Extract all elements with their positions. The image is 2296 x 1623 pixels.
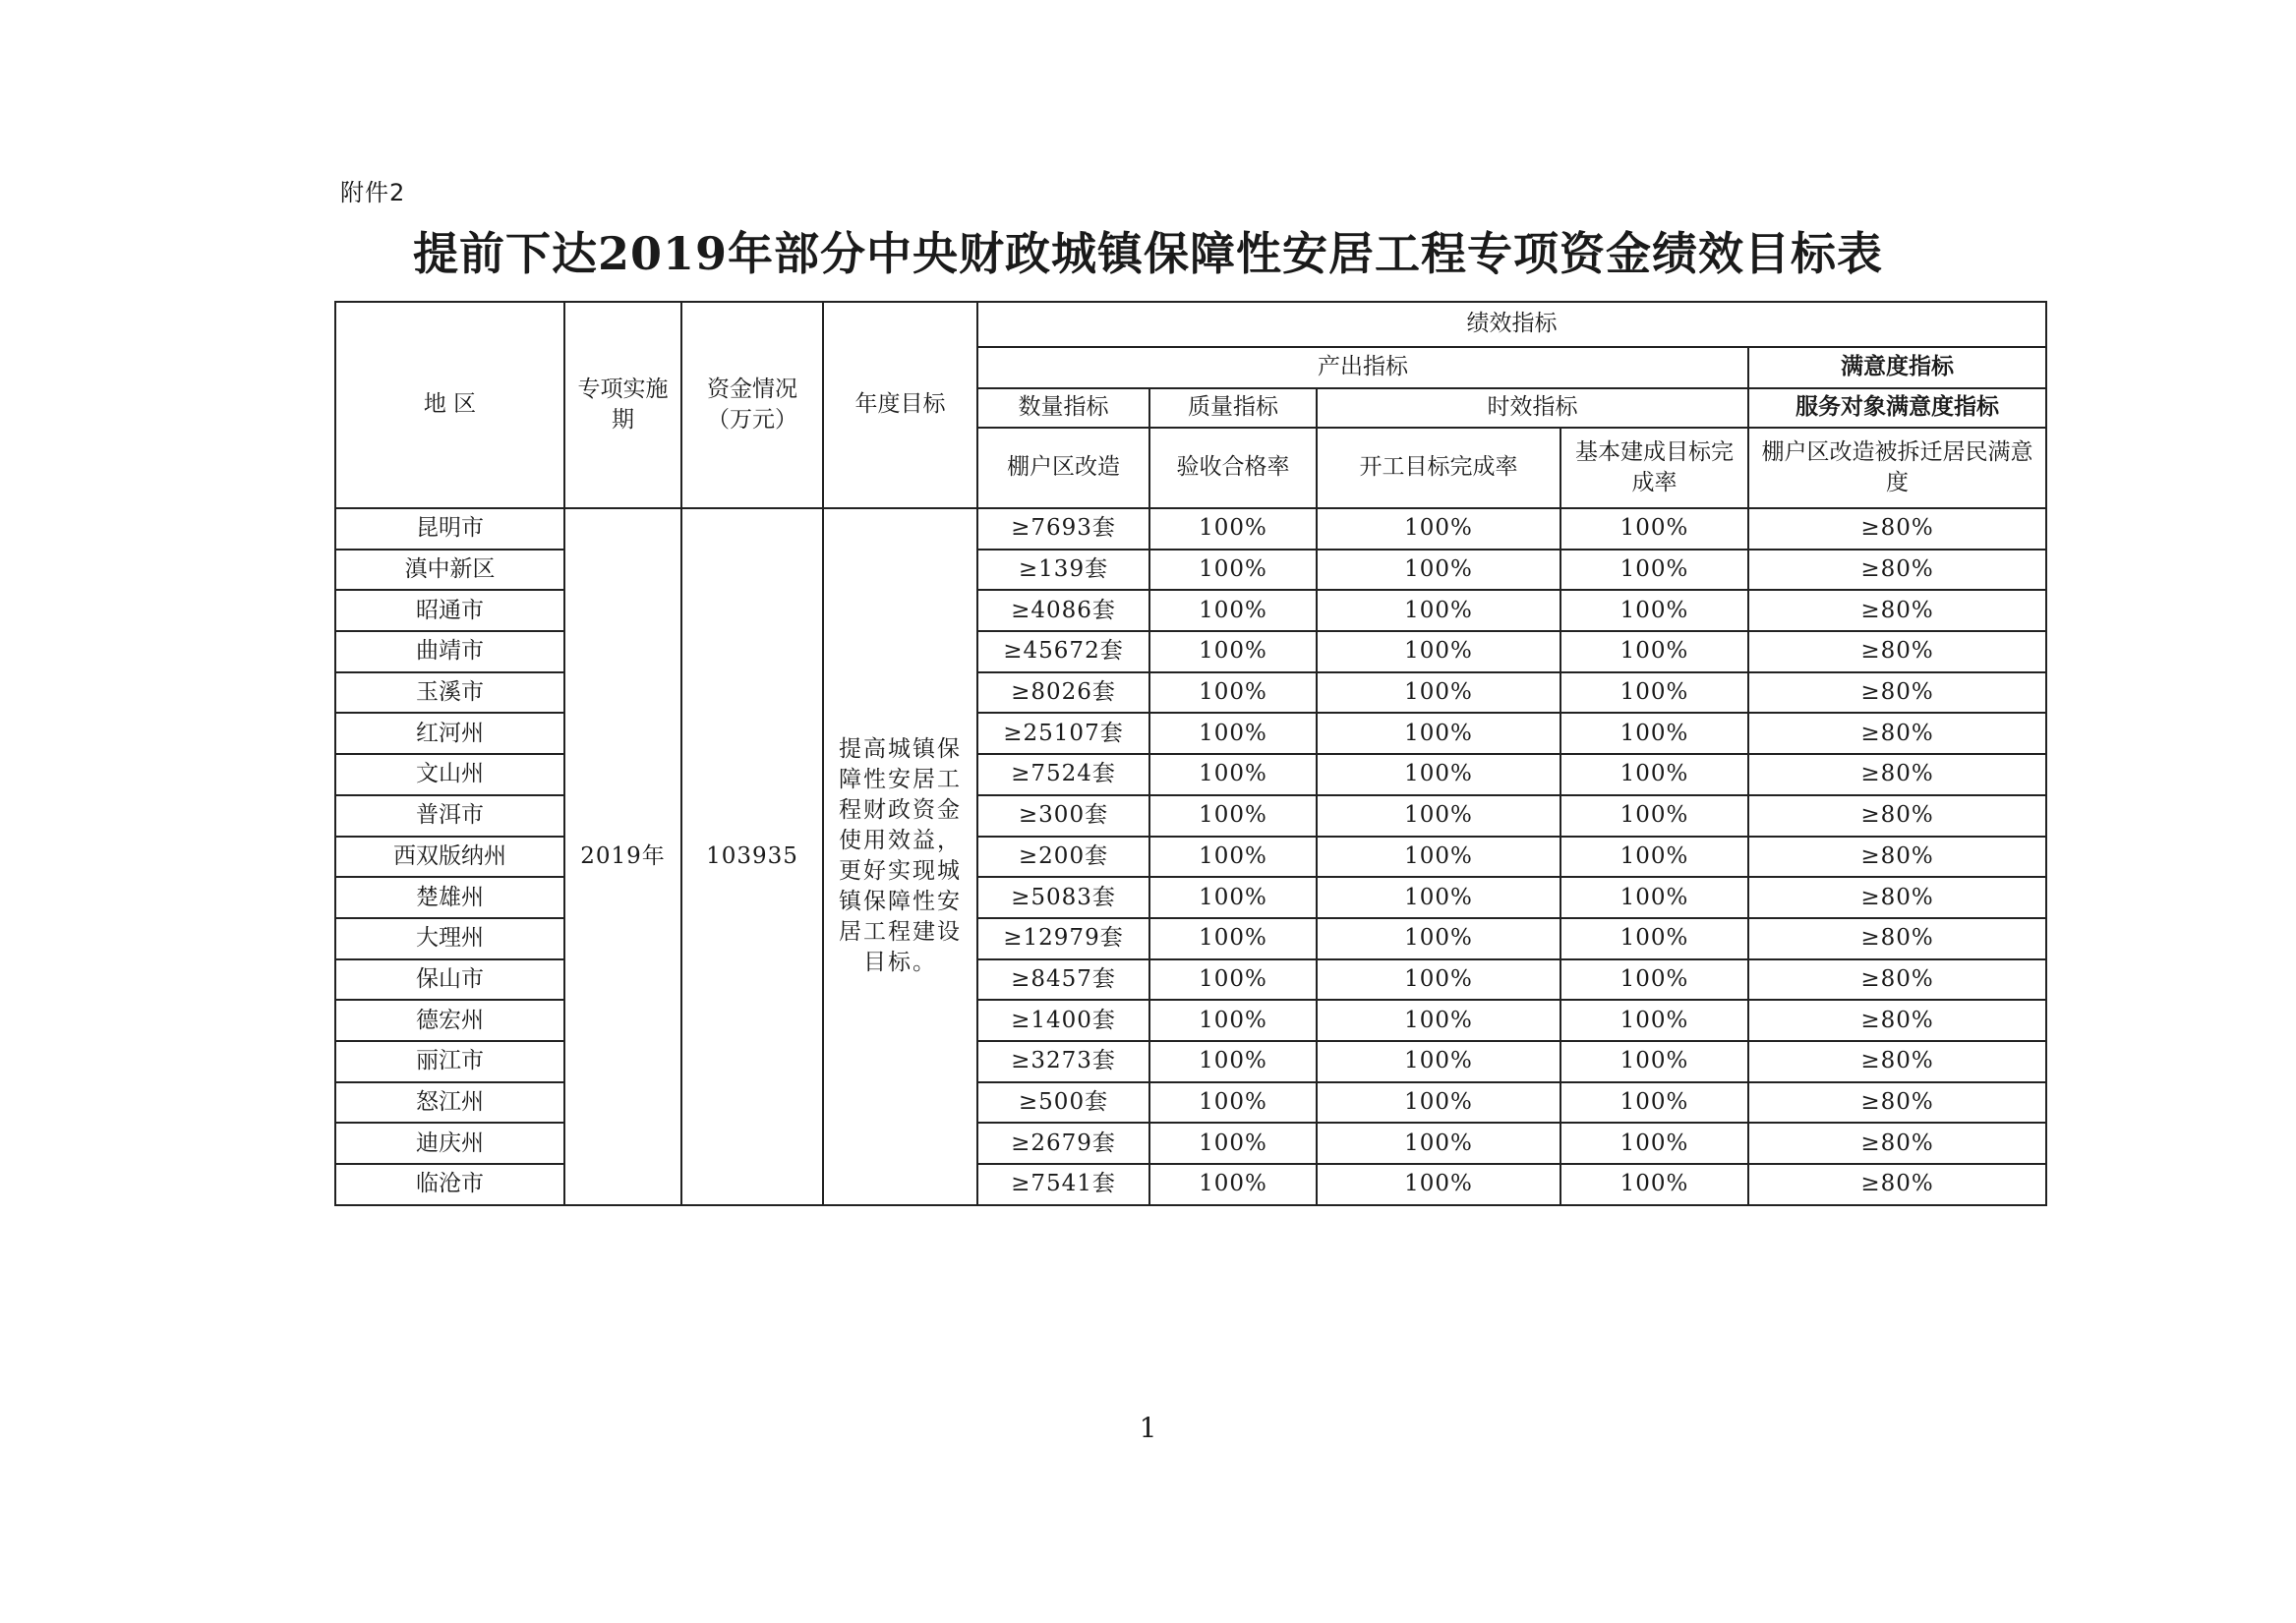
table-row [335, 508, 2046, 550]
satisfaction-cell: ≥80% [1748, 877, 2046, 918]
region-cell: 昭通市 [335, 590, 564, 631]
start-rate-cell: 100% [1317, 713, 1560, 754]
header-resident-satisfaction: 棚户区改造被拆迁居民满意度 [1748, 428, 2046, 508]
region-cell: 临沧市 [335, 1164, 564, 1205]
quantity-cell: ≥3273套 [977, 1041, 1149, 1082]
start-rate-cell: 100% [1317, 590, 1560, 631]
header-performance: 绩效指标 [977, 302, 2046, 347]
completion-cell: 100% [1560, 1082, 1748, 1124]
region-cell: 怒江州 [335, 1082, 564, 1124]
acceptance-cell: 100% [1149, 1041, 1317, 1082]
acceptance-cell: 100% [1149, 918, 1317, 959]
region-cell: 楚雄州 [335, 877, 564, 918]
quantity-cell: ≥2679套 [977, 1123, 1149, 1164]
header-quality: 质量指标 [1149, 388, 1317, 428]
header-service-satisfaction: 服务对象满意度指标 [1748, 388, 2046, 428]
table-body [335, 508, 2046, 1205]
start-rate-cell: 100% [1317, 795, 1560, 837]
region-cell: 红河州 [335, 713, 564, 754]
quantity-cell: ≥8026套 [977, 672, 1149, 714]
header-shantytown: 棚户区改造 [977, 428, 1149, 508]
satisfaction-cell: ≥80% [1748, 631, 2046, 672]
region-cell: 迪庆州 [335, 1123, 564, 1164]
header-period: 专项实施期 [564, 302, 681, 508]
start-rate-cell: 100% [1317, 1164, 1560, 1205]
quantity-cell: ≥4086套 [977, 590, 1149, 631]
completion-cell: 100% [1560, 508, 1748, 550]
completion-cell: 100% [1560, 672, 1748, 714]
funds-cell: 103935 [681, 508, 823, 1205]
completion-cell: 100% [1560, 713, 1748, 754]
satisfaction-cell: ≥80% [1748, 508, 2046, 550]
completion-cell: 100% [1560, 754, 1748, 795]
performance-table [334, 301, 2047, 1206]
start-rate-cell: 100% [1317, 918, 1560, 959]
acceptance-cell: 100% [1149, 837, 1317, 878]
start-rate-cell: 100% [1317, 959, 1560, 1001]
completion-cell: 100% [1560, 1123, 1748, 1164]
quantity-cell: ≥1400套 [977, 1000, 1149, 1041]
header-output: 产出指标 [977, 347, 1748, 388]
quantity-cell: ≥5083套 [977, 877, 1149, 918]
region-cell: 昆明市 [335, 508, 564, 550]
quantity-cell: ≥7693套 [977, 508, 1149, 550]
satisfaction-cell: ≥80% [1748, 672, 2046, 714]
completion-cell: 100% [1560, 631, 1748, 672]
acceptance-cell: 100% [1149, 672, 1317, 714]
completion-cell: 100% [1560, 795, 1748, 837]
completion-cell: 100% [1560, 1164, 1748, 1205]
satisfaction-cell: ≥80% [1748, 795, 2046, 837]
page-title: 提前下达2019年部分中央财政城镇保障性安居工程专项资金绩效目标表 [412, 227, 1884, 280]
acceptance-cell: 100% [1149, 590, 1317, 631]
start-rate-cell: 100% [1317, 631, 1560, 672]
acceptance-cell: 100% [1149, 550, 1317, 591]
acceptance-cell: 100% [1149, 1164, 1317, 1205]
satisfaction-cell: ≥80% [1748, 1082, 2046, 1124]
completion-cell: 100% [1560, 918, 1748, 959]
satisfaction-cell: ≥80% [1748, 918, 2046, 959]
header-acceptance: 验收合格率 [1149, 428, 1317, 508]
acceptance-cell: 100% [1149, 713, 1317, 754]
acceptance-cell: 100% [1149, 877, 1317, 918]
region-cell: 大理州 [335, 918, 564, 959]
completion-cell: 100% [1560, 837, 1748, 878]
region-cell: 丽江市 [335, 1041, 564, 1082]
region-cell: 滇中新区 [335, 550, 564, 591]
page-number: 1 [1139, 1412, 1157, 1444]
acceptance-cell: 100% [1149, 795, 1317, 837]
region-cell: 文山州 [335, 754, 564, 795]
region-cell: 德宏州 [335, 1000, 564, 1041]
start-rate-cell: 100% [1317, 837, 1560, 878]
satisfaction-cell: ≥80% [1748, 550, 2046, 591]
acceptance-cell: 100% [1149, 631, 1317, 672]
start-rate-cell: 100% [1317, 508, 1560, 550]
region-cell: 保山市 [335, 959, 564, 1001]
quantity-cell: ≥500套 [977, 1082, 1149, 1124]
acceptance-cell: 100% [1149, 1082, 1317, 1124]
acceptance-cell: 100% [1149, 508, 1317, 550]
satisfaction-cell: ≥80% [1748, 959, 2046, 1001]
header-region: 地 区 [335, 302, 564, 508]
quantity-cell: ≥7541套 [977, 1164, 1149, 1205]
acceptance-cell: 100% [1149, 959, 1317, 1001]
acceptance-cell: 100% [1149, 1000, 1317, 1041]
header-basic-completion: 基本建成目标完成率 [1560, 428, 1748, 508]
satisfaction-cell: ≥80% [1748, 837, 2046, 878]
completion-cell: 100% [1560, 1000, 1748, 1041]
region-cell: 西双版纳州 [335, 837, 564, 878]
satisfaction-cell: ≥80% [1748, 1123, 2046, 1164]
completion-cell: 100% [1560, 877, 1748, 918]
region-cell: 普洱市 [335, 795, 564, 837]
quantity-cell: ≥139套 [977, 550, 1149, 591]
quantity-cell: ≥12979套 [977, 918, 1149, 959]
satisfaction-cell: ≥80% [1748, 1041, 2046, 1082]
header-funds: 资金情况（万元） [681, 302, 823, 508]
attachment-label: 附件2 [340, 179, 406, 206]
period-cell: 2019年 [564, 508, 681, 1205]
start-rate-cell: 100% [1317, 1041, 1560, 1082]
acceptance-cell: 100% [1149, 1123, 1317, 1164]
quantity-cell: ≥8457套 [977, 959, 1149, 1001]
satisfaction-cell: ≥80% [1748, 713, 2046, 754]
satisfaction-cell: ≥80% [1748, 1000, 2046, 1041]
header-satisfaction: 满意度指标 [1748, 347, 2046, 388]
region-cell: 玉溪市 [335, 672, 564, 714]
satisfaction-cell: ≥80% [1748, 1164, 2046, 1205]
start-rate-cell: 100% [1317, 1123, 1560, 1164]
start-rate-cell: 100% [1317, 550, 1560, 591]
annual-goal-cell: 提高城镇保障性安居工程财政资金使用效益，更好实现城镇保障性安居工程建设目标。 [823, 508, 977, 1205]
completion-cell: 100% [1560, 590, 1748, 631]
start-rate-cell: 100% [1317, 1000, 1560, 1041]
start-rate-cell: 100% [1317, 754, 1560, 795]
quantity-cell: ≥45672套 [977, 631, 1149, 672]
completion-cell: 100% [1560, 1041, 1748, 1082]
region-cell: 曲靖市 [335, 631, 564, 672]
header-quantity: 数量指标 [977, 388, 1149, 428]
header-annual-goal: 年度目标 [823, 302, 977, 508]
quantity-cell: ≥7524套 [977, 754, 1149, 795]
quantity-cell: ≥300套 [977, 795, 1149, 837]
completion-cell: 100% [1560, 550, 1748, 591]
acceptance-cell: 100% [1149, 754, 1317, 795]
start-rate-cell: 100% [1317, 1082, 1560, 1124]
header-timeliness: 时效指标 [1317, 388, 1748, 428]
header-start-rate: 开工目标完成率 [1317, 428, 1560, 508]
quantity-cell: ≥25107套 [977, 713, 1149, 754]
satisfaction-cell: ≥80% [1748, 590, 2046, 631]
completion-cell: 100% [1560, 959, 1748, 1001]
start-rate-cell: 100% [1317, 877, 1560, 918]
quantity-cell: ≥200套 [977, 837, 1149, 878]
start-rate-cell: 100% [1317, 672, 1560, 714]
satisfaction-cell: ≥80% [1748, 754, 2046, 795]
